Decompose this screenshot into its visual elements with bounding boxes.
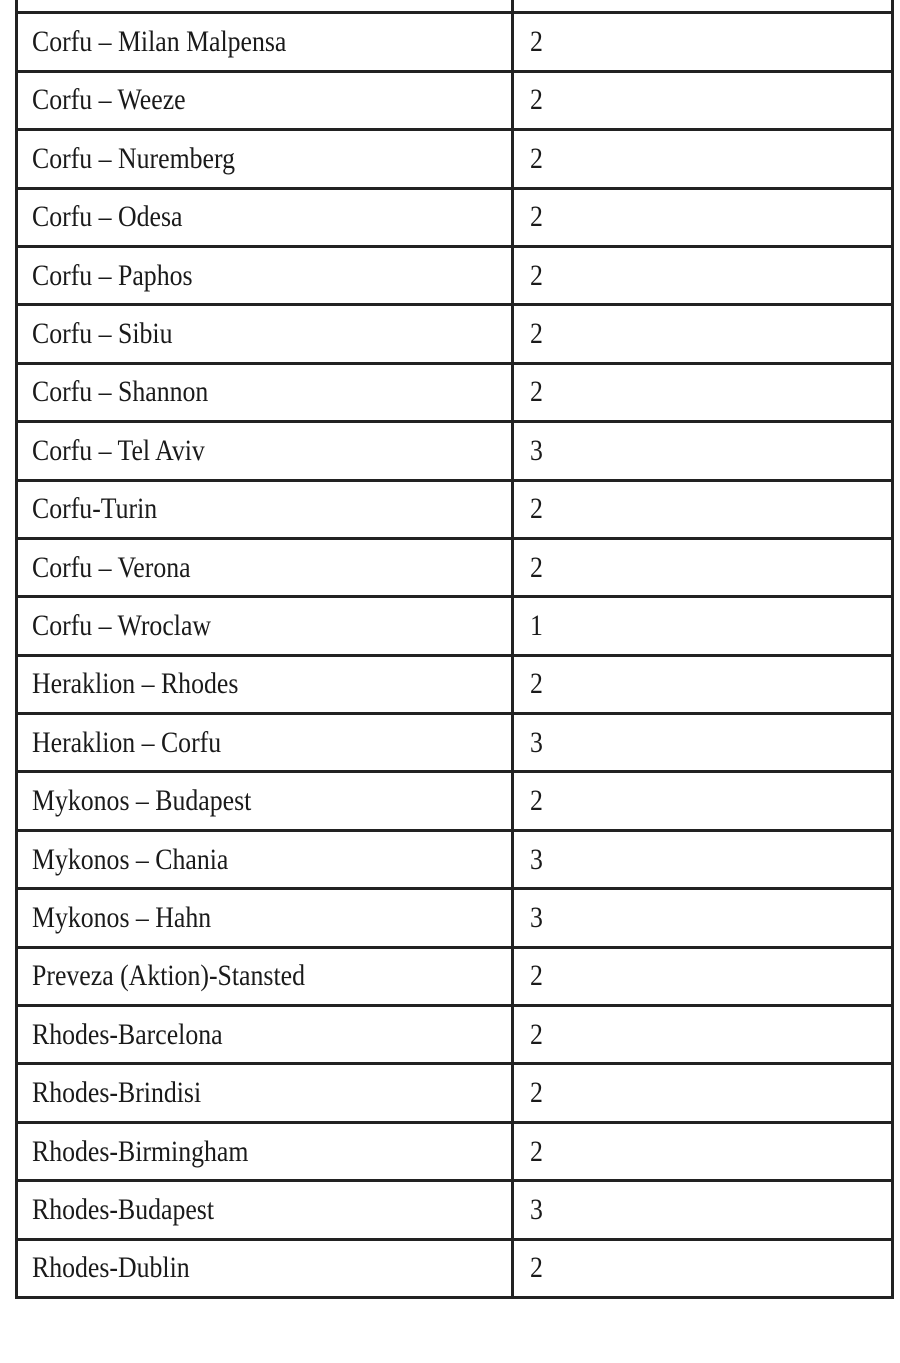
route-cell	[17, 305, 513, 363]
routes-table-container	[15, 0, 891, 1299]
count-value: 3	[530, 433, 543, 467]
count-cell	[513, 246, 893, 304]
count-cell	[513, 13, 893, 71]
route-label: Corfu – Verona	[32, 550, 191, 584]
route-cell	[17, 246, 513, 304]
count-cell	[513, 363, 893, 421]
count-cell	[513, 655, 893, 713]
route-cell	[17, 71, 513, 129]
count-cell	[513, 947, 893, 1005]
count-value: 3	[530, 1192, 543, 1226]
table-row	[17, 480, 893, 538]
table-row	[17, 714, 893, 772]
table-row	[17, 1181, 893, 1239]
route-cell	[17, 13, 513, 71]
count-value: 1	[530, 608, 543, 642]
route-label: Preveza (Aktion)-Stansted	[32, 959, 305, 993]
table-row	[17, 130, 893, 188]
route-label: Corfu – Sibiu	[32, 317, 173, 351]
route-cell	[17, 1181, 513, 1239]
count-value: 2	[530, 1134, 543, 1168]
routes-table-body	[17, 0, 893, 1297]
table-row	[17, 363, 893, 421]
table-row	[17, 538, 893, 596]
route-label: Heraklion – Rhodes	[32, 667, 239, 701]
route-label: Rhodes-Dublin	[32, 1251, 190, 1285]
table-row	[17, 422, 893, 480]
count-cell	[513, 1122, 893, 1180]
count-value: 2	[530, 1076, 543, 1110]
count-value: 2	[530, 258, 543, 292]
count-value: 2	[530, 25, 543, 59]
route-label: Rhodes-Barcelona	[32, 1017, 223, 1051]
count-value: 2	[530, 375, 543, 409]
table-row	[17, 188, 893, 246]
table-row	[17, 947, 893, 1005]
route-label: Corfu – Wroclaw	[32, 608, 212, 642]
table-row	[17, 830, 893, 888]
count-value: 2	[530, 492, 543, 526]
count-cell	[513, 1181, 893, 1239]
count-cell	[513, 71, 893, 129]
route-label: Corfu – Milan Malpensa	[32, 25, 287, 59]
count-cell	[513, 889, 893, 947]
route-cell	[17, 714, 513, 772]
count-value: 2	[530, 667, 543, 701]
count-cell	[513, 1006, 893, 1064]
count-cell	[513, 1064, 893, 1122]
route-cell	[17, 1122, 513, 1180]
route-label: Rhodes-Birmingham	[32, 1134, 249, 1168]
table-row	[17, 305, 893, 363]
route-label: Rhodes-Budapest	[32, 1192, 215, 1226]
count-value: 3	[530, 842, 543, 876]
table-row	[17, 772, 893, 830]
route-label: Rhodes-Brindisi	[32, 1076, 202, 1110]
table-row	[17, 1064, 893, 1122]
route-label: Mykonos – Hahn	[32, 900, 212, 934]
table-row	[17, 597, 893, 655]
route-label: Corfu – Shannon	[32, 375, 209, 409]
route-label: Corfu – Weeze	[32, 83, 186, 117]
count-cell	[513, 0, 893, 13]
route-cell	[17, 1239, 513, 1297]
route-cell	[17, 655, 513, 713]
table-row	[17, 1122, 893, 1180]
route-label: Corfu – Paphos	[32, 258, 193, 292]
route-label: Corfu – Tel Aviv	[32, 433, 205, 467]
count-value: 2	[530, 784, 543, 818]
route-cell	[17, 597, 513, 655]
routes-table	[15, 0, 894, 1299]
route-cell	[17, 0, 513, 13]
route-label: Corfu – Nuremberg	[32, 141, 236, 175]
table-row	[17, 0, 893, 13]
count-cell	[513, 772, 893, 830]
table-row	[17, 71, 893, 129]
count-value: 2	[530, 200, 543, 234]
count-value: 2	[530, 83, 543, 117]
count-value: 3	[530, 900, 543, 934]
route-cell	[17, 1006, 513, 1064]
count-cell	[513, 480, 893, 538]
table-row	[17, 889, 893, 947]
count-cell	[513, 714, 893, 772]
route-cell	[17, 188, 513, 246]
count-cell	[513, 830, 893, 888]
route-label: Mykonos – Chania	[32, 842, 229, 876]
count-value: 2	[530, 317, 543, 351]
count-value: 3	[530, 725, 543, 759]
route-cell	[17, 772, 513, 830]
route-cell	[17, 1064, 513, 1122]
count-cell	[513, 597, 893, 655]
route-label: Corfu-Turin	[32, 492, 158, 526]
route-cell	[17, 480, 513, 538]
table-row	[17, 13, 893, 71]
route-cell	[17, 538, 513, 596]
table-row	[17, 1239, 893, 1297]
table-row	[17, 246, 893, 304]
count-value: 2	[530, 1251, 543, 1285]
route-label: Corfu – Odesa	[32, 200, 183, 234]
count-value: 2	[530, 1017, 543, 1051]
route-cell	[17, 947, 513, 1005]
route-cell	[17, 422, 513, 480]
count-cell	[513, 1239, 893, 1297]
route-label: Heraklion – Corfu	[32, 725, 222, 759]
route-cell	[17, 363, 513, 421]
table-row	[17, 1006, 893, 1064]
count-value: 2	[530, 550, 543, 584]
count-cell	[513, 538, 893, 596]
route-cell	[17, 130, 513, 188]
count-cell	[513, 130, 893, 188]
route-label: Mykonos – Budapest	[32, 784, 252, 818]
route-cell	[17, 889, 513, 947]
route-cell	[17, 830, 513, 888]
table-row	[17, 655, 893, 713]
count-cell	[513, 305, 893, 363]
count-cell	[513, 422, 893, 480]
count-value: 2	[530, 141, 543, 175]
count-value: 2	[530, 959, 543, 993]
count-cell	[513, 188, 893, 246]
